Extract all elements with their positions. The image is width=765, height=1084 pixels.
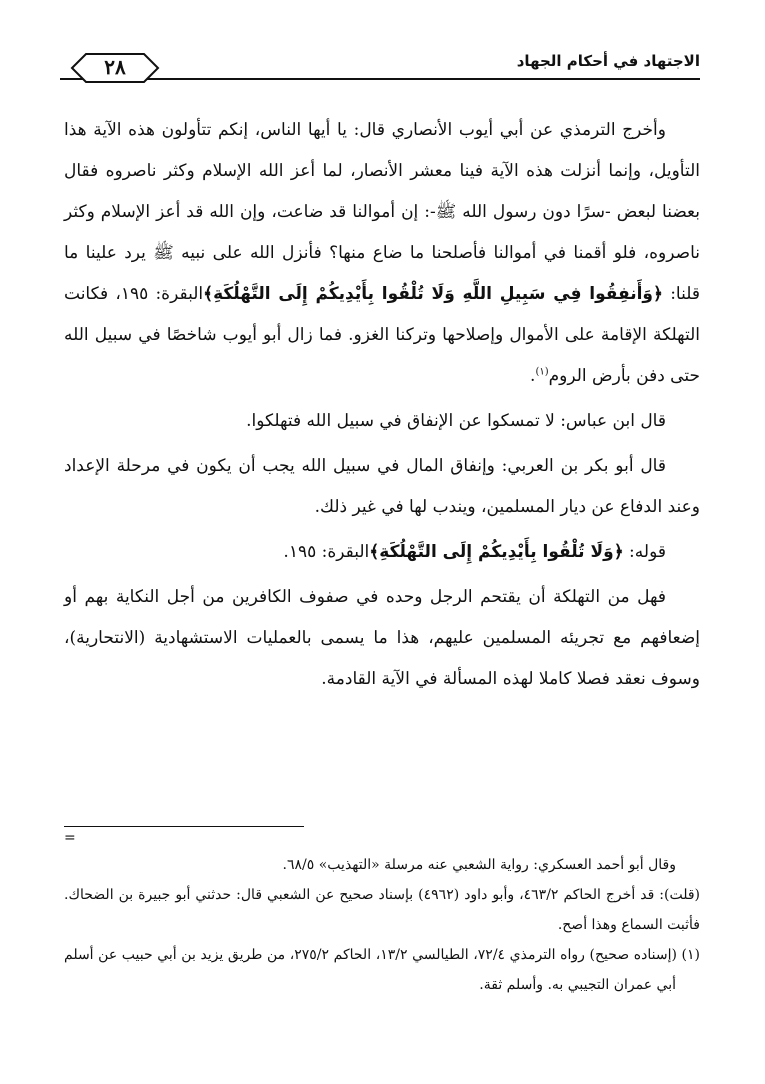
verse-reference: البقرة: ١٩٥. [283, 542, 370, 562]
paragraph-verse-quote [64, 532, 700, 573]
report-text: وأخرج الترمذي عن أبي أيوب الأنصاري قال: يا أيها الناس، إنكم تتأولون هذه الآية هذا التأويل، وإنما أنزلت هذه الآية فينا معشر الأنصار، لما أعز الله الإسلام وكثر ناصروه فقال بعضنا لبعض -سرًا دون رسول الله ﷺ-: إن أموالنا قد ضاعت، وإن الله قد أعز الإسلام وكثر ناصروه، فلو أقمنا في أموالنا فأصلحنا ما ضاع منها؟ فأنزل الله على نبيه ﷺ يرد علينا ما قلنا: [64, 120, 700, 304]
report-end: . [530, 366, 536, 386]
paragraph-ibn-al-arabi: قال أبو بكر بن العربي: وإنفاق المال في سبيل الله يجب أن يكون في مرحلة الإعداد وعند الدفاع عن ديار المسلمين، ويندب لها في غير ذلك. [64, 456, 700, 517]
paragraph-question: فهل من التهلكة أن يقتحم الرجل وحده في صفوف الكافرين من أجل النكاية بهم أو إضعافهم مع تجريئه المسلمين عليهم، هذا ما يسمى بالعمليات الاستشهادية (الانتحارية)، وسوف نعقد فصلا كاملا لهذه المسألة في الآية القادمة. [64, 587, 700, 689]
paragraph-tirmidhi-report [64, 110, 700, 397]
page-number: ٢٨ [104, 55, 126, 79]
verse-intro: قوله: [623, 542, 666, 562]
footnote-continuation-mark: = [64, 830, 76, 846]
footnote-ref-1[interactable]: (١) [535, 366, 549, 378]
paragraph-ibn-abbas: قال ابن عباس: لا تمسكوا عن الإنفاق في سبيل الله فتهلكوا. [246, 411, 666, 431]
quran-verse: ﴿وَأَنفِقُوا فِي سَبِيلِ اللَّهِ وَلَا تُلْقُوا بِأَيْدِيكُمْ إِلَى التَّهْلُكَةِ﴾ [203, 284, 663, 304]
footnote-divider [64, 826, 304, 827]
main-text [64, 110, 700, 704]
report-text-continued: البقرة: ١٩٥، فكانت التهلكة الإقامة على الأموال وإصلاحها وتركنا الغزو. فما زال أبو أيوب شاخصًا في سبيل الله حتى دفن بأرض الروم [64, 284, 700, 386]
page-number-badge [70, 52, 160, 84]
footnote-continued-a: وقال أبو أحمد العسكري: رواية الشعبي عنه مرسلة «التهذيب» ٦٨/٥. [282, 857, 676, 873]
footnotes [64, 850, 700, 1000]
footnote-continued-b: (قلت): قد أخرج الحاكم ٤٦٣/٢، وأبو داود (٤٩٦٢) بإسناد صحيح عن الشعبي قال: حدثني أبو جبيرة بن الضحاك. فأثبت السماع وهذا أصح. [64, 887, 700, 933]
quran-verse: ﴿وَلَا تُلْقُوا بِأَيْدِيكُمْ إِلَى التَّهْلُكَةِ﴾ [369, 542, 624, 562]
running-title: الاجتهاد في أحكام الجهاد [516, 52, 700, 70]
page-header [60, 46, 700, 90]
footnote-1: (١) (إسناده صحيح) رواه الترمذي ٧٢/٤، الطيالسي ١٣/٢، الحاكم ٢٧٥/٢، من طريق يزيد بن أبي حبيب عن أسلم أبي عمران التجيبي به. وأسلم ثقة. [64, 947, 700, 993]
